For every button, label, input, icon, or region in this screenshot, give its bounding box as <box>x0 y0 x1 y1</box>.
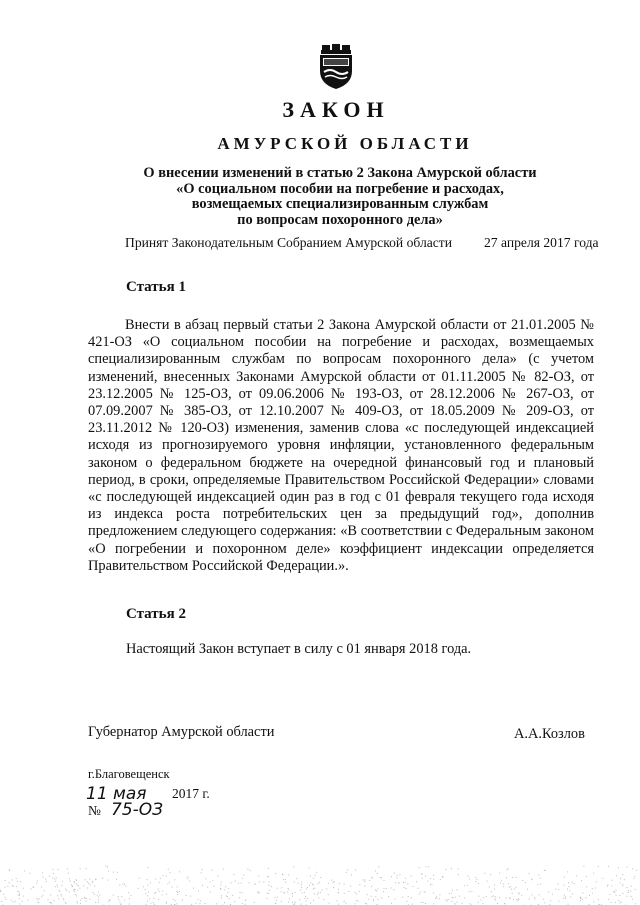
subject-line: О внесении изменений в статью 2 Закона Амурской области <box>143 165 537 181</box>
article-2-heading: Статья 2 <box>126 606 186 622</box>
law-number-label: № <box>88 803 101 818</box>
signatory-position: Губернатор Амурской области <box>88 724 275 740</box>
subject-line: по вопросам похоронного дела» <box>237 211 443 228</box>
subject-line: возмещаемых специализированным службам <box>191 196 489 212</box>
issue-year: 2017 г. <box>172 786 210 801</box>
law-title: ЗАКОН <box>282 97 390 122</box>
handwritten-law-number: 75-ОЗ <box>111 800 164 820</box>
article-1-heading: Статья 1 <box>126 279 186 295</box>
scan-noise <box>0 835 640 905</box>
article-1-body: Внести в абзац первый статьи 2 Закона Амурской области от 21.01.2005 № 421-ОЗ «О социальном пособии на погребение и расходах, возмещаемых специализированным службам по вопросам похоронного дела» (с учетом изменений, внесенных Законами Амурской области от 01.11.2005 № 82-ОЗ, от 23.12.2005 № 125-ОЗ, от 09.06.2006 № 193-ОЗ, от 28.12.2006 № 267-ОЗ, от 07.09.2007 № 385-ОЗ, от 12.10.2007 № 409-ОЗ, от 18.05.2009 № 209-ОЗ, от 23.11.2012 № 120-ОЗ) изменения, заменив слова «с последующей индексацией исходя из прогнозируемого уровня инфляции, установленного федеральным законом о федеральном бюджете на очередной финансовый год и плановый период, в сроки, определяемые Правительством Российской Федерации» словами «с последующей индексацией один раз в год с 01 февраля текущего года исходя из индекса роста потребительских цен за предыдущий год», дополнив предложением следующего содержания: «В соответствии с Федеральным законом «О погребении и похоронном деле» коэффициент индексации определяется Правительством Российской Федерации.». <box>88 317 594 574</box>
adoption-date: 27 апреля 2017 года <box>484 235 599 250</box>
region-title: АМУРСКОЙ ОБЛАСТИ <box>217 134 473 153</box>
issue-city: г.Благовещенск <box>88 767 170 781</box>
law-subject <box>100 166 580 228</box>
adoption-text: Принят Законодательным Собранием Амурской области <box>125 235 453 250</box>
handwritten-date: 11 мая <box>86 784 147 804</box>
signatory-name: А.А.Козлов <box>514 726 585 742</box>
coat-of-arms-icon <box>317 44 355 90</box>
article-2-body: Настоящий Закон вступает в силу с 01 января 2018 года. <box>126 641 472 657</box>
subject-line: «О социальном пособии на погребение и расходах, <box>176 180 504 197</box>
